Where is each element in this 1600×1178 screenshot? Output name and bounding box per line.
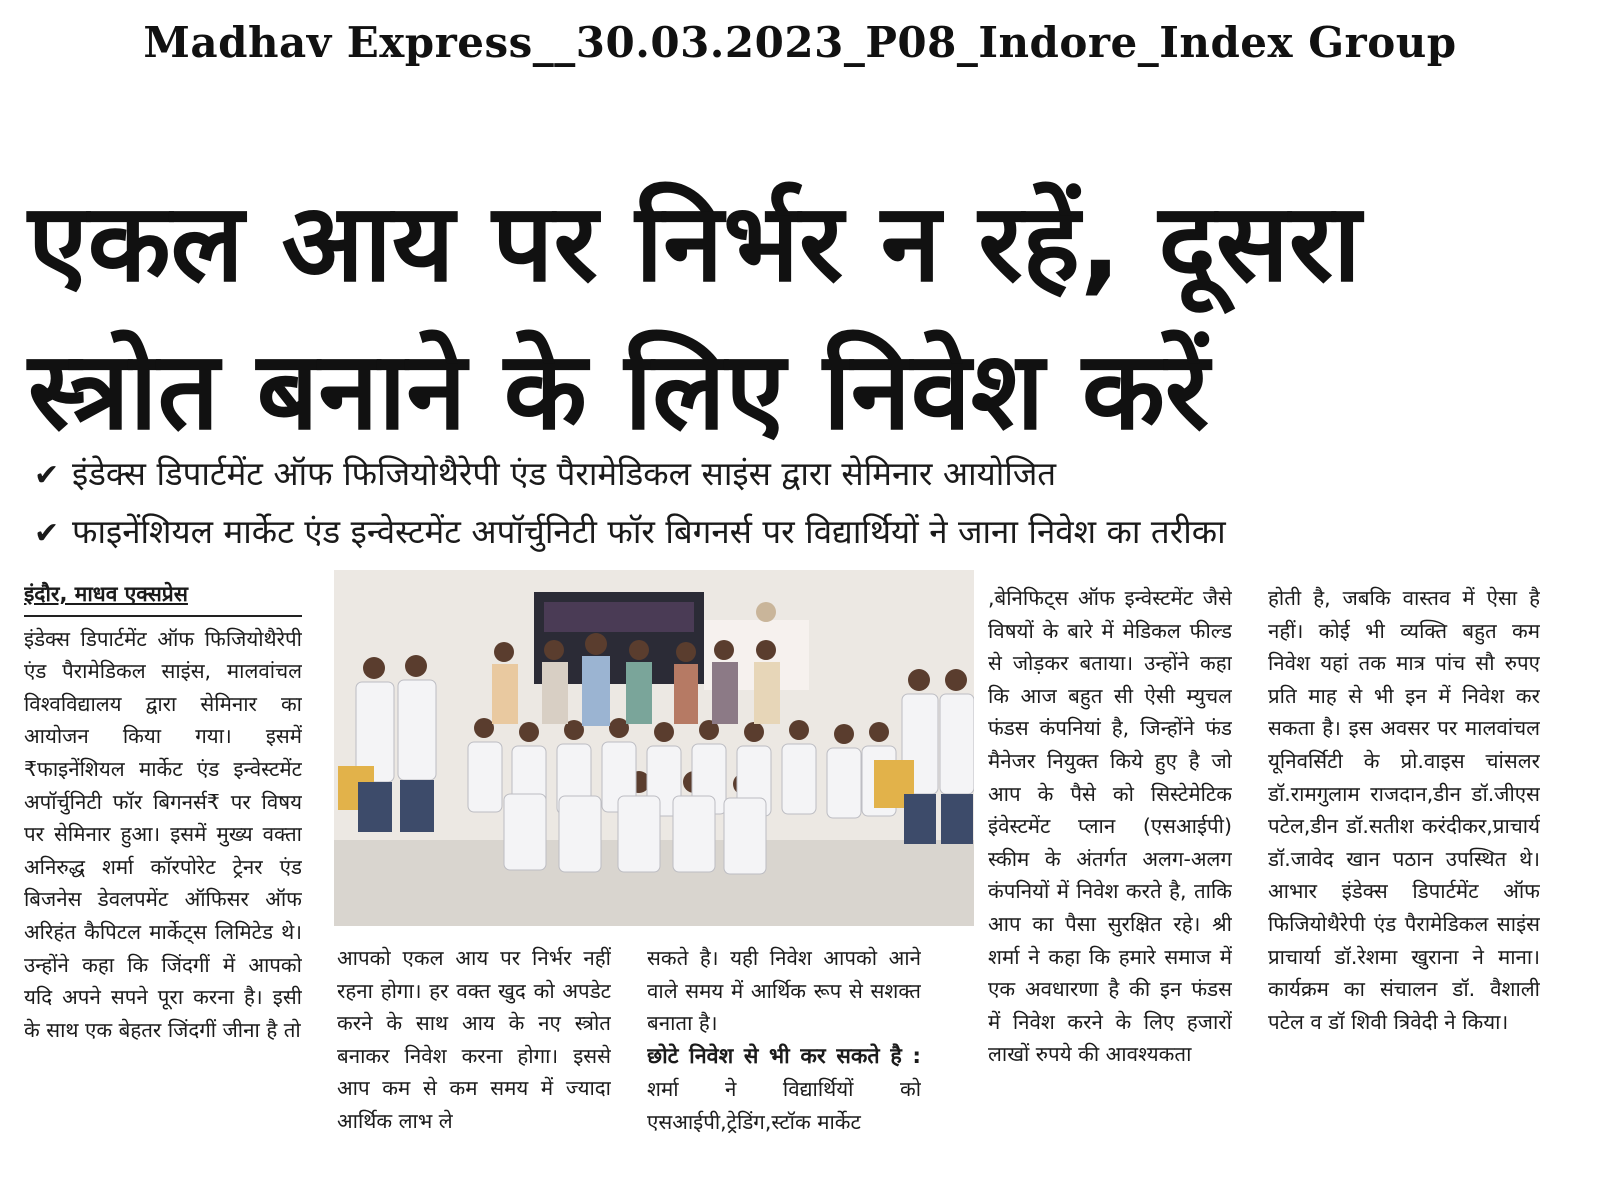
article-column-4 (988, 582, 1232, 1168)
article-column-4-text: ,बेनिफिट्स ऑफ इन्वेस्टमेंट जैसे विषयों के बारे में मेडिकल फील्ड से जोड़कर बताया। उन्होंने कहा कि आज बहुत सी ऐसी म्युचल फंडस कंपनियां है, जिन्होंने फंड मैनेजर नियुक्त किये हुए है जो आप के पैसे को सिस्टेमेटिक इंवेस्टमेंट प्लान (एसआईपी) स्कीम के अंतर्गत अलग-अलग कंपनियों में निवेश करते है, ताकि आप का पैसा सुरक्षित रहे। श्री शर्मा ने कहा कि हमारे समाज में एक अवधारणा है की इन फंडस में निवेश करने के लिए हजारों लाखों रुपये की आवश्यकता (988, 586, 1232, 1067)
event-photo (334, 570, 974, 926)
page-caption: Madhav Express__30.03.2023_P08_Indore_Index Group (143, 18, 1457, 67)
group-photo-illustration (334, 570, 974, 926)
article-column-3 (647, 942, 921, 1168)
article-column-2 (337, 942, 611, 1168)
subhead-1 (34, 453, 1574, 497)
article-column-3-continued: शर्मा ने विद्यार्थियों को एसआईपी,ट्रेडिंग,स्टॉक मार्केट (647, 1077, 921, 1134)
check-icon: ✔ (34, 458, 60, 493)
headline-line-2: स्त्रोत बनाने के लिए निवेश करें (28, 329, 1210, 454)
article-subtitle: छोटे निवेश से भी कर सकते है : (647, 1043, 921, 1069)
article-column-2-text: आपको एकल आय पर निर्भर नहीं रहना होगा। हर वक्त खुद को अपडेट करने के साथ आय के नए स्त्रोत बनाकर निवेश करना होगा। इससे आप कम से कम समय में ज्यादा आर्थिक लाभ ले (337, 946, 611, 1133)
subhead-2 (34, 511, 1574, 555)
subhead-2-text: फाइनेंशियल मार्केट एंड इन्वेस्टमेंट अपॉर्चुनिटी फॉर बिगनर्स पर विद्यार्थियों ने जाना निवेश का तरीका (72, 512, 1226, 551)
article-column-5-text: होती है, जबकि वास्तव में ऐसा है नहीं। कोई भी व्यक्ति बहुत कम निवेश यहां तक मात्र पांच सौ रुपए प्रति माह से भी इन में निवेश कर सकता है। इस अवसर पर मालवांचल यूनिवर्सिटी के प्रो.वाइस चांसलर डॉ.रामगुलाम राजदान,डीन डॉ.जीएस पटेल,डीन डॉ.सतीश करंदीकर,प्राचार्य डॉ.जावेद खान पठान उपस्थित थे। आभार इंडेक्स डिपार्टमेंट ऑफ फिजियोथैरेपी एंड पैरामेडिकल साइंस प्राचार्या डॉ.रेशमा खुराना ने माना। कार्यक्रम का संचालन डॉ. वैशाली पटेल व डॉ शिवी त्रिवेदी ने किया। (1268, 586, 1540, 1034)
check-icon: ✔ (34, 516, 60, 551)
article-column-1-text: इंडेक्स डिपार्टमेंट ऑफ फिजियोथैरेपी एंड पैरामेडिकल साइंस, मालवांचल विश्वविद्यालय द्वारा सेमिनार का आयोजन किया गया। इसमें ₹फाइनेंशियल मार्केट एंड इन्वेस्टमेंट अपॉर्चुनिटी फॉर बिगनर्स₹ पर विषय पर सेमिनार हुआ। इसमें मुख्य वक्ता अनिरुद्ध शर्मा कॉरपोरेट ट्रेनर एंड बिजनेस डेवलपमेंट ऑफिसर ऑफ अरिहंत कैपिटल मार्केट्स लिमिटेड थे। उन्होंने कहा कि जिंदगीं में आपको यदि अपने सपने पूरा करना है। इसी के साथ एक बेहतर जिंदगीं जीना है तो (24, 626, 302, 1042)
headline-line-1: एकल आय पर निर्भर न रहें, दूसरा (28, 181, 1362, 306)
article-column-1 (24, 578, 302, 1168)
headline (28, 170, 1578, 466)
article-column-3-text: सकते है। यही निवेश आपको आने वाले समय में आर्थिक रूप से सशक्त बनाता है। (647, 946, 921, 1036)
article-column-5 (1268, 582, 1540, 1168)
subhead-1-text: इंडेक्स डिपार्टमेंट ऑफ फिजियोथैरेपी एंड पैरामेडिकल साइंस द्वारा सेमिनार आयोजित (72, 454, 1057, 493)
dateline: इंदौर, माधव एक्सप्रेस (24, 578, 302, 617)
